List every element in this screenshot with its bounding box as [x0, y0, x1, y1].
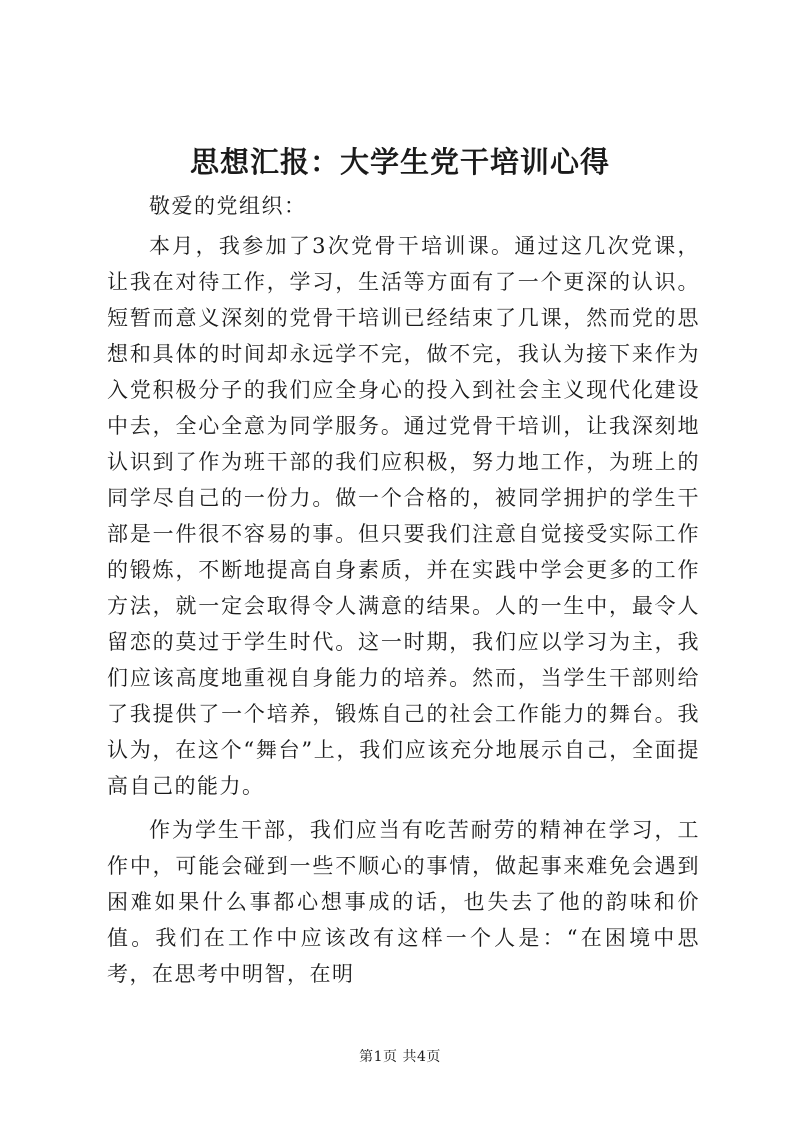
document-body [107, 188, 700, 992]
document-title: 思想汇报：大学生党干培训心得 [189, 145, 610, 179]
paragraph-1: 本月，我参加了3次党骨干培训课。通过这几次党课，让我在对待工作，学习，生活等方面有了一个更深的认识。短暂而意义深刻的党骨干培训已经结束了几课，然而党的思想和具体的时间却永远学不完，做不完，我认为接下来作为入党积极分子的我们应全身心的投入到社会主义现代化建设中去，全心全意为同学服务。通过党骨干培训，让我深刻地认识到了作为班干部的我们应积极，努力地工作，为班上的同学尽自己的一份力。做一个合格的，被同学拥护的学生干部是一件很不容易的事。但只要我们注意自觉接受实际工作的锻炼，不断地提高自身素质，并在实践中学会更多的工作方法，就一定会取得令人满意的结果。人的一生中，最令人留恋的莫过于学生时代。这一时期，我们应以学习为主，我们应该高度地重视自身能力的培养。然而，当学生干部则给了我提供了一个培养，锻炼自己的社会工作能力的舞台。我认为，在这个“舞台”上，我们应该充分地展示自己，全面提高自己的能力。 [107, 234, 700, 798]
paragraph-2: 作为学生干部，我们应当有吃苦耐劳的精神在学习，工作中，可能会碰到一些不顺心的事情，做起事来难免会遇到困难如果什么事都心想事成的话，也失去了他的韵味和价值。我们在工作中应该改有这样一个人是：“在困境中思考，在思考中明智，在明 [107, 818, 700, 986]
salutation: 敬爱的党组织： [149, 194, 307, 218]
page-number-footer: 第1页 共4页 [359, 1049, 441, 1065]
